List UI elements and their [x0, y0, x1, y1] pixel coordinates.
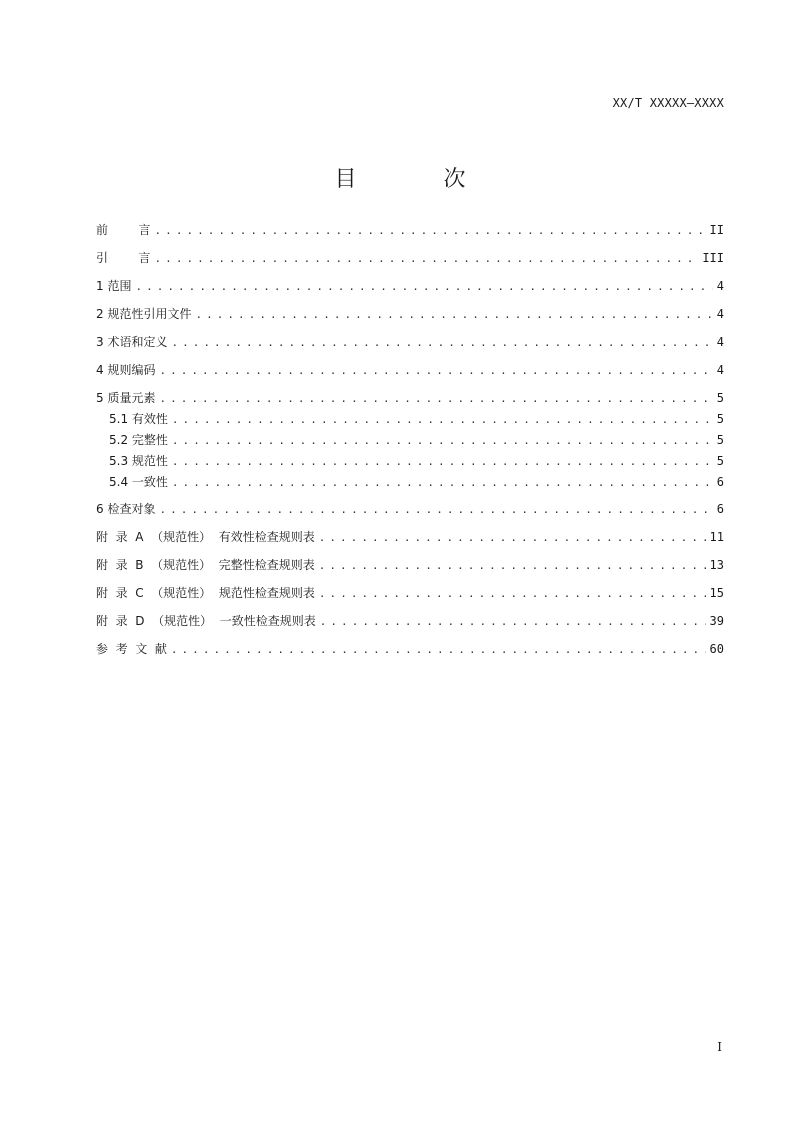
toc-entry-page: 5 — [716, 412, 724, 426]
toc-entry-label: 6 检查对象 — [96, 502, 156, 516]
toc-entry-page: 4 — [716, 363, 724, 377]
dot-leader — [159, 500, 712, 520]
toc-entry-page: 6 — [716, 502, 724, 516]
toc-entry-check-objects[interactable] — [96, 499, 724, 520]
page-number: I — [717, 1040, 722, 1054]
toc-entry-page: 11 — [709, 530, 724, 544]
toc-entry-label: 参 考 文 献 — [96, 642, 167, 656]
toc-entry-appendix-a[interactable] — [96, 527, 724, 548]
toc-entry-consistency[interactable] — [96, 472, 724, 493]
toc-entry-label: 5.4 一致性 — [109, 475, 168, 489]
dot-leader — [172, 452, 713, 472]
toc-entry-label: 附 录 D （规范性） 一致性检查规则表 — [96, 614, 316, 628]
toc-entry-page: 5 — [716, 391, 724, 405]
dot-leader — [319, 584, 706, 604]
dot-leader — [172, 431, 713, 451]
toc-entry-page: 6 — [716, 475, 724, 489]
toc-entry-normativity[interactable] — [96, 451, 724, 472]
toc-entry-label: 附 录 B （规范性） 完整性检查规则表 — [96, 558, 315, 572]
toc-entry-introduction[interactable] — [96, 248, 724, 269]
toc-entry-validity[interactable] — [96, 409, 724, 430]
dot-leader — [319, 556, 706, 576]
toc-entry-label: 5.3 规范性 — [109, 454, 168, 468]
toc-entry-page: 60 — [709, 642, 724, 656]
document-code: XX/T XXXXX—XXXX — [612, 96, 724, 110]
dot-leader — [319, 528, 706, 548]
toc-entry-foreword[interactable] — [96, 220, 724, 241]
dot-leader — [195, 305, 712, 325]
dot-leader — [159, 389, 712, 409]
toc-entry-completeness[interactable] — [96, 430, 724, 451]
dot-leader — [155, 249, 699, 269]
toc-entry-label: 4 规则编码 — [96, 363, 156, 377]
toc-entry-page: III — [702, 251, 724, 265]
toc-entry-page: 4 — [716, 335, 724, 349]
toc-entry-page: 15 — [709, 586, 724, 600]
toc-entry-page: II — [709, 223, 724, 237]
toc-entry-label: 附 录 A （规范性） 有效性检查规则表 — [96, 530, 315, 544]
toc-entry-label: 1 范围 — [96, 279, 132, 293]
dot-leader — [135, 277, 712, 297]
table-of-contents — [96, 220, 724, 660]
dot-leader — [172, 473, 713, 493]
toc-entry-label: 2 规范性引用文件 — [96, 307, 192, 321]
toc-entry-bibliography[interactable] — [96, 639, 724, 660]
toc-entry-appendix-c[interactable] — [96, 583, 724, 604]
toc-entry-page: 4 — [716, 279, 724, 293]
toc-entry-page: 39 — [709, 614, 724, 628]
toc-entry-label: 附 录 C （规范性） 规范性检查规则表 — [96, 586, 315, 600]
toc-entry-page: 5 — [716, 433, 724, 447]
toc-entry-appendix-b[interactable] — [96, 555, 724, 576]
toc-entry-page: 13 — [709, 558, 724, 572]
toc-entry-page: 4 — [716, 307, 724, 321]
toc-entry-label: 5.1 有效性 — [109, 412, 168, 426]
toc-title: 目 次 — [334, 167, 506, 192]
dot-leader — [171, 640, 706, 660]
toc-entry-label: 5.2 完整性 — [109, 433, 168, 447]
dot-leader — [155, 221, 706, 241]
dot-leader — [171, 333, 712, 353]
toc-entry-terms[interactable] — [96, 332, 724, 353]
toc-entry-scope[interactable] — [96, 276, 724, 297]
dot-leader — [159, 361, 712, 381]
toc-entry-label: 前 言 — [96, 223, 151, 237]
toc-entry-appendix-d[interactable] — [96, 611, 724, 632]
toc-entry-rule-coding[interactable] — [96, 360, 724, 381]
toc-entry-label: 引 言 — [96, 251, 151, 265]
toc-entry-normative-references[interactable] — [96, 304, 724, 325]
dot-leader — [320, 612, 706, 632]
toc-entry-label: 5 质量元素 — [96, 391, 156, 405]
dot-leader — [172, 410, 713, 430]
toc-entry-quality-elements[interactable] — [96, 388, 724, 409]
toc-entry-page: 5 — [716, 454, 724, 468]
toc-entry-label: 3 术语和定义 — [96, 335, 168, 349]
